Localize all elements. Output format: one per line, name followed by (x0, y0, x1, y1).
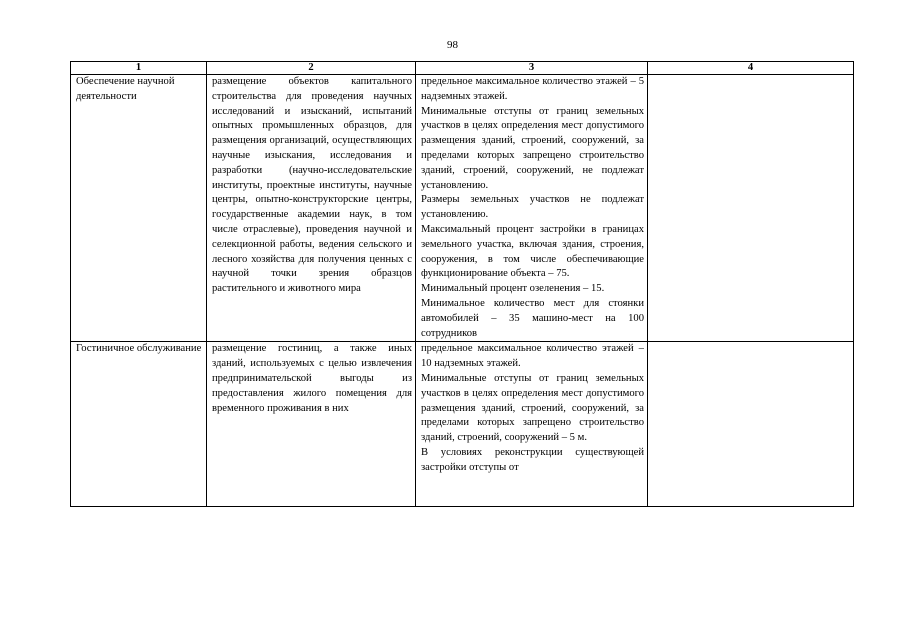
regulations-table (70, 61, 854, 507)
parameter-paragraph: Минимальное количество мест для стоянки автомобилей – 35 машино-мест на 100 сотрудников (421, 297, 644, 339)
column-header-3: 3 (416, 62, 648, 75)
use-type-name: Обеспечение научной деятельности (76, 76, 175, 102)
use-description: размещение гостиниц, а также иных зданий, используемых с целью извлечения предпринимательской выгоды из предоставления жилого помещения для временного проживания в них (212, 343, 412, 414)
column-header-4: 4 (648, 62, 854, 75)
parameter-paragraph: Минимальные отступы от границ земельных участков в целях определения мест допустимого размещения зданий, строений, сооружений, за пределами которых запрещено строительство зданий, строений, сооружений – 5 м. (421, 372, 644, 444)
parameter-paragraph: предельное максимальное количество этажей – 10 надземных этажей. (421, 343, 644, 370)
use-type-cell (71, 75, 207, 342)
parameter-paragraph: Минимальные отступы от границ земельных участков в целях определения мест допустимого размещения зданий, строений, сооружений, за пределами которых запрещено строительство зданий, строений, сооружений, не подлежат установлению. (421, 105, 644, 191)
parameter-paragraph: предельное максимальное количество этажей – 5 надземных этажей. (421, 76, 644, 102)
column-header-1: 1 (71, 62, 207, 75)
column-header-2: 2 (207, 62, 416, 75)
description-cell (207, 75, 416, 342)
use-type-name: Гостиничное обслуживание (76, 343, 202, 355)
table-header-row (71, 62, 854, 75)
parameter-paragraph: Размеры земельных участков не подлежат установлению. (421, 194, 644, 221)
parameters-cell (416, 75, 648, 342)
table-row (71, 75, 854, 342)
use-type-cell (71, 342, 207, 507)
page-number: 98 (447, 39, 458, 51)
notes-cell (648, 342, 854, 507)
parameter-paragraph: Минимальный процент озеленения – 15. (421, 283, 605, 295)
description-cell (207, 342, 416, 507)
table-row (71, 342, 854, 507)
use-description: размещение объектов капитального строительства для проведения научных исследований и изысканий, испытаний опытных промышленных образцов, для размещения организаций, осуществляющих научные изыскания, исследования и разработки (научно-исследовательские институты, проектные институты, научные центры, опытно-конструкторские центры, государственные академии наук, в том числе отраслевые), проведения научной и селекционной работы, ведения сельского и лесного хозяйства для получения ценных с научной точки зрения образцов растительного и животного мира (212, 76, 412, 295)
notes-cell (648, 75, 854, 342)
parameter-paragraph: В условиях реконструкции существующей застройки отступы от (421, 446, 644, 473)
parameter-paragraph: Максимальный процент застройки в границах земельного участка, включая здания, строения, сооружения, в том числе обеспечивающие функционирование объекта – 75. (421, 223, 644, 280)
parameters-cell (416, 342, 648, 507)
